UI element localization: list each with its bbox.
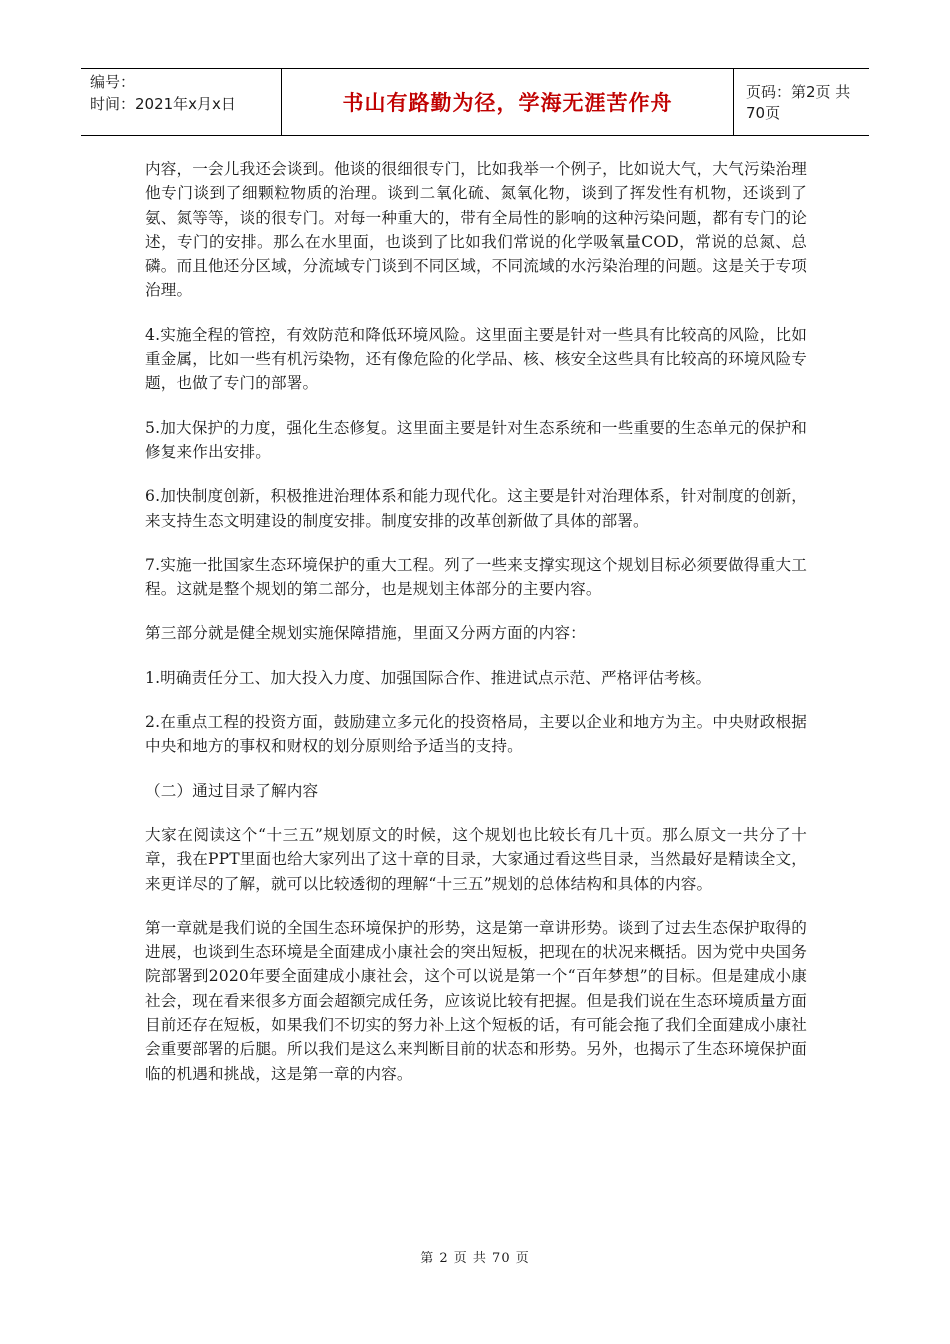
page-footer: 第 2 页 共 70 页 — [420, 1251, 530, 1266]
paragraph: 内容，一会儿我还会谈到。他谈的很细很专门，比如我举一个例子，比如说大气，大气污染治理他专门谈到了细颗粒物质的治理。谈到二氧化硫、氮氧化物，谈到了挥发性有机物，还谈到了氨、氮等等，谈的很专门。对每一种重大的，带有全局性的影响的这种污染问题，都有专门的论述，专门的安排。那么在水里面，也谈到了比如我们常说的化学吸氧量COD，常说的总氮、总磷。而且他还分区域，分流域专门谈到不同区域，不同流域的水污染治理的问题。这是关于专项治理。 — [145, 160, 807, 300]
header-meta-cell — [81, 69, 282, 135]
header-motto-cell — [282, 69, 734, 135]
paragraph: 5.加大保护的力度，强化生态修复。这里面主要是针对生态系统和一些重要的生态单元的保护和修复来作出安排。 — [145, 418, 807, 461]
header-page-info: 页码：第2页 共70页 — [746, 83, 851, 122]
paragraph: 7.实施一批国家生态环境保护的重大工程。列了一些来支撑实现这个规划目标必须要做得重大工程。这就是整个规划的第二部分，也是规划主体部分的主要内容。 — [145, 555, 807, 599]
header-motto: 书山有路勤为径，学海无涯苦作舟 — [342, 91, 673, 115]
paragraph: 第一章就是我们说的全国生态环境保护的形势，这是第一章讲形势。谈到了过去生态保护取得的进展，也谈到生态环境是全面建成小康社会的突出短板，把现在的状况来概括。因为党中央国务院部署到2020年要全面建成小康社会，这个可以说是第一个“百年梦想”的目标。但是建成小康社会，现在看来很多方面会超额完成任务，应该说比较有把握。但是我们说在生态环境质量方面目前还存在短板，如果我们不切实的努力补上这个短板的话，有可能会拖了我们全面建成小康社会重要部署的后腿。所以我们是这么来判断目前的状态和形势。另外，也揭示了生态环境保护面临的机遇和挑战，这是第一章的内容。 — [145, 918, 807, 1083]
paragraph: 2.在重点工程的投资方面，鼓励建立多元化的投资格局，主要以企业和地方为主。中央财政根据中央和地方的事权和财权的划分原则给予适当的支持。 — [145, 713, 807, 756]
paragraph: 1.明确责任分工、加大投入力度、加强国际合作、推进试点示范、严格评估考核。 — [145, 668, 712, 687]
paragraph: 第三部分就是健全规划实施保障措施，里面又分两方面的内容： — [145, 624, 586, 643]
header-page-cell — [734, 69, 869, 135]
document-body — [145, 157, 807, 1106]
document-number-label: 编号： — [90, 73, 136, 91]
paragraph: 4.实施全程的管控，有效防范和降低环境风险。这里面主要是针对一些具有比较高的风险，比如重金属，比如一些有机污染物，还有像危险的化学品、核、核安全这些具有比较高的环境风险专题，也做了专门的部署。 — [145, 325, 807, 393]
paragraph: 6.加快制度创新，积极推进治理体系和能力现代化。这主要是针对治理体系，针对制度的创新，来支持生态文明建设的制度安排。制度安排的改革创新做了具体的部署。 — [145, 487, 807, 530]
section-heading: （二）通过目录了解内容 — [145, 781, 319, 800]
page-header — [81, 68, 869, 136]
document-time-label: 时间：2021年x月x日 — [90, 95, 236, 113]
paragraph: 大家在阅读这个“十三五”规划原文的时候，这个规划也比较长有几十页。那么原文一共分了十章，我在PPT里面也给大家列出了这十章的目录，大家通过看这些目录，当然最好是精读全文，来更详尽的了解，就可以比较透彻的理解“十三五”规划的总体结构和具体的内容。 — [145, 825, 807, 893]
